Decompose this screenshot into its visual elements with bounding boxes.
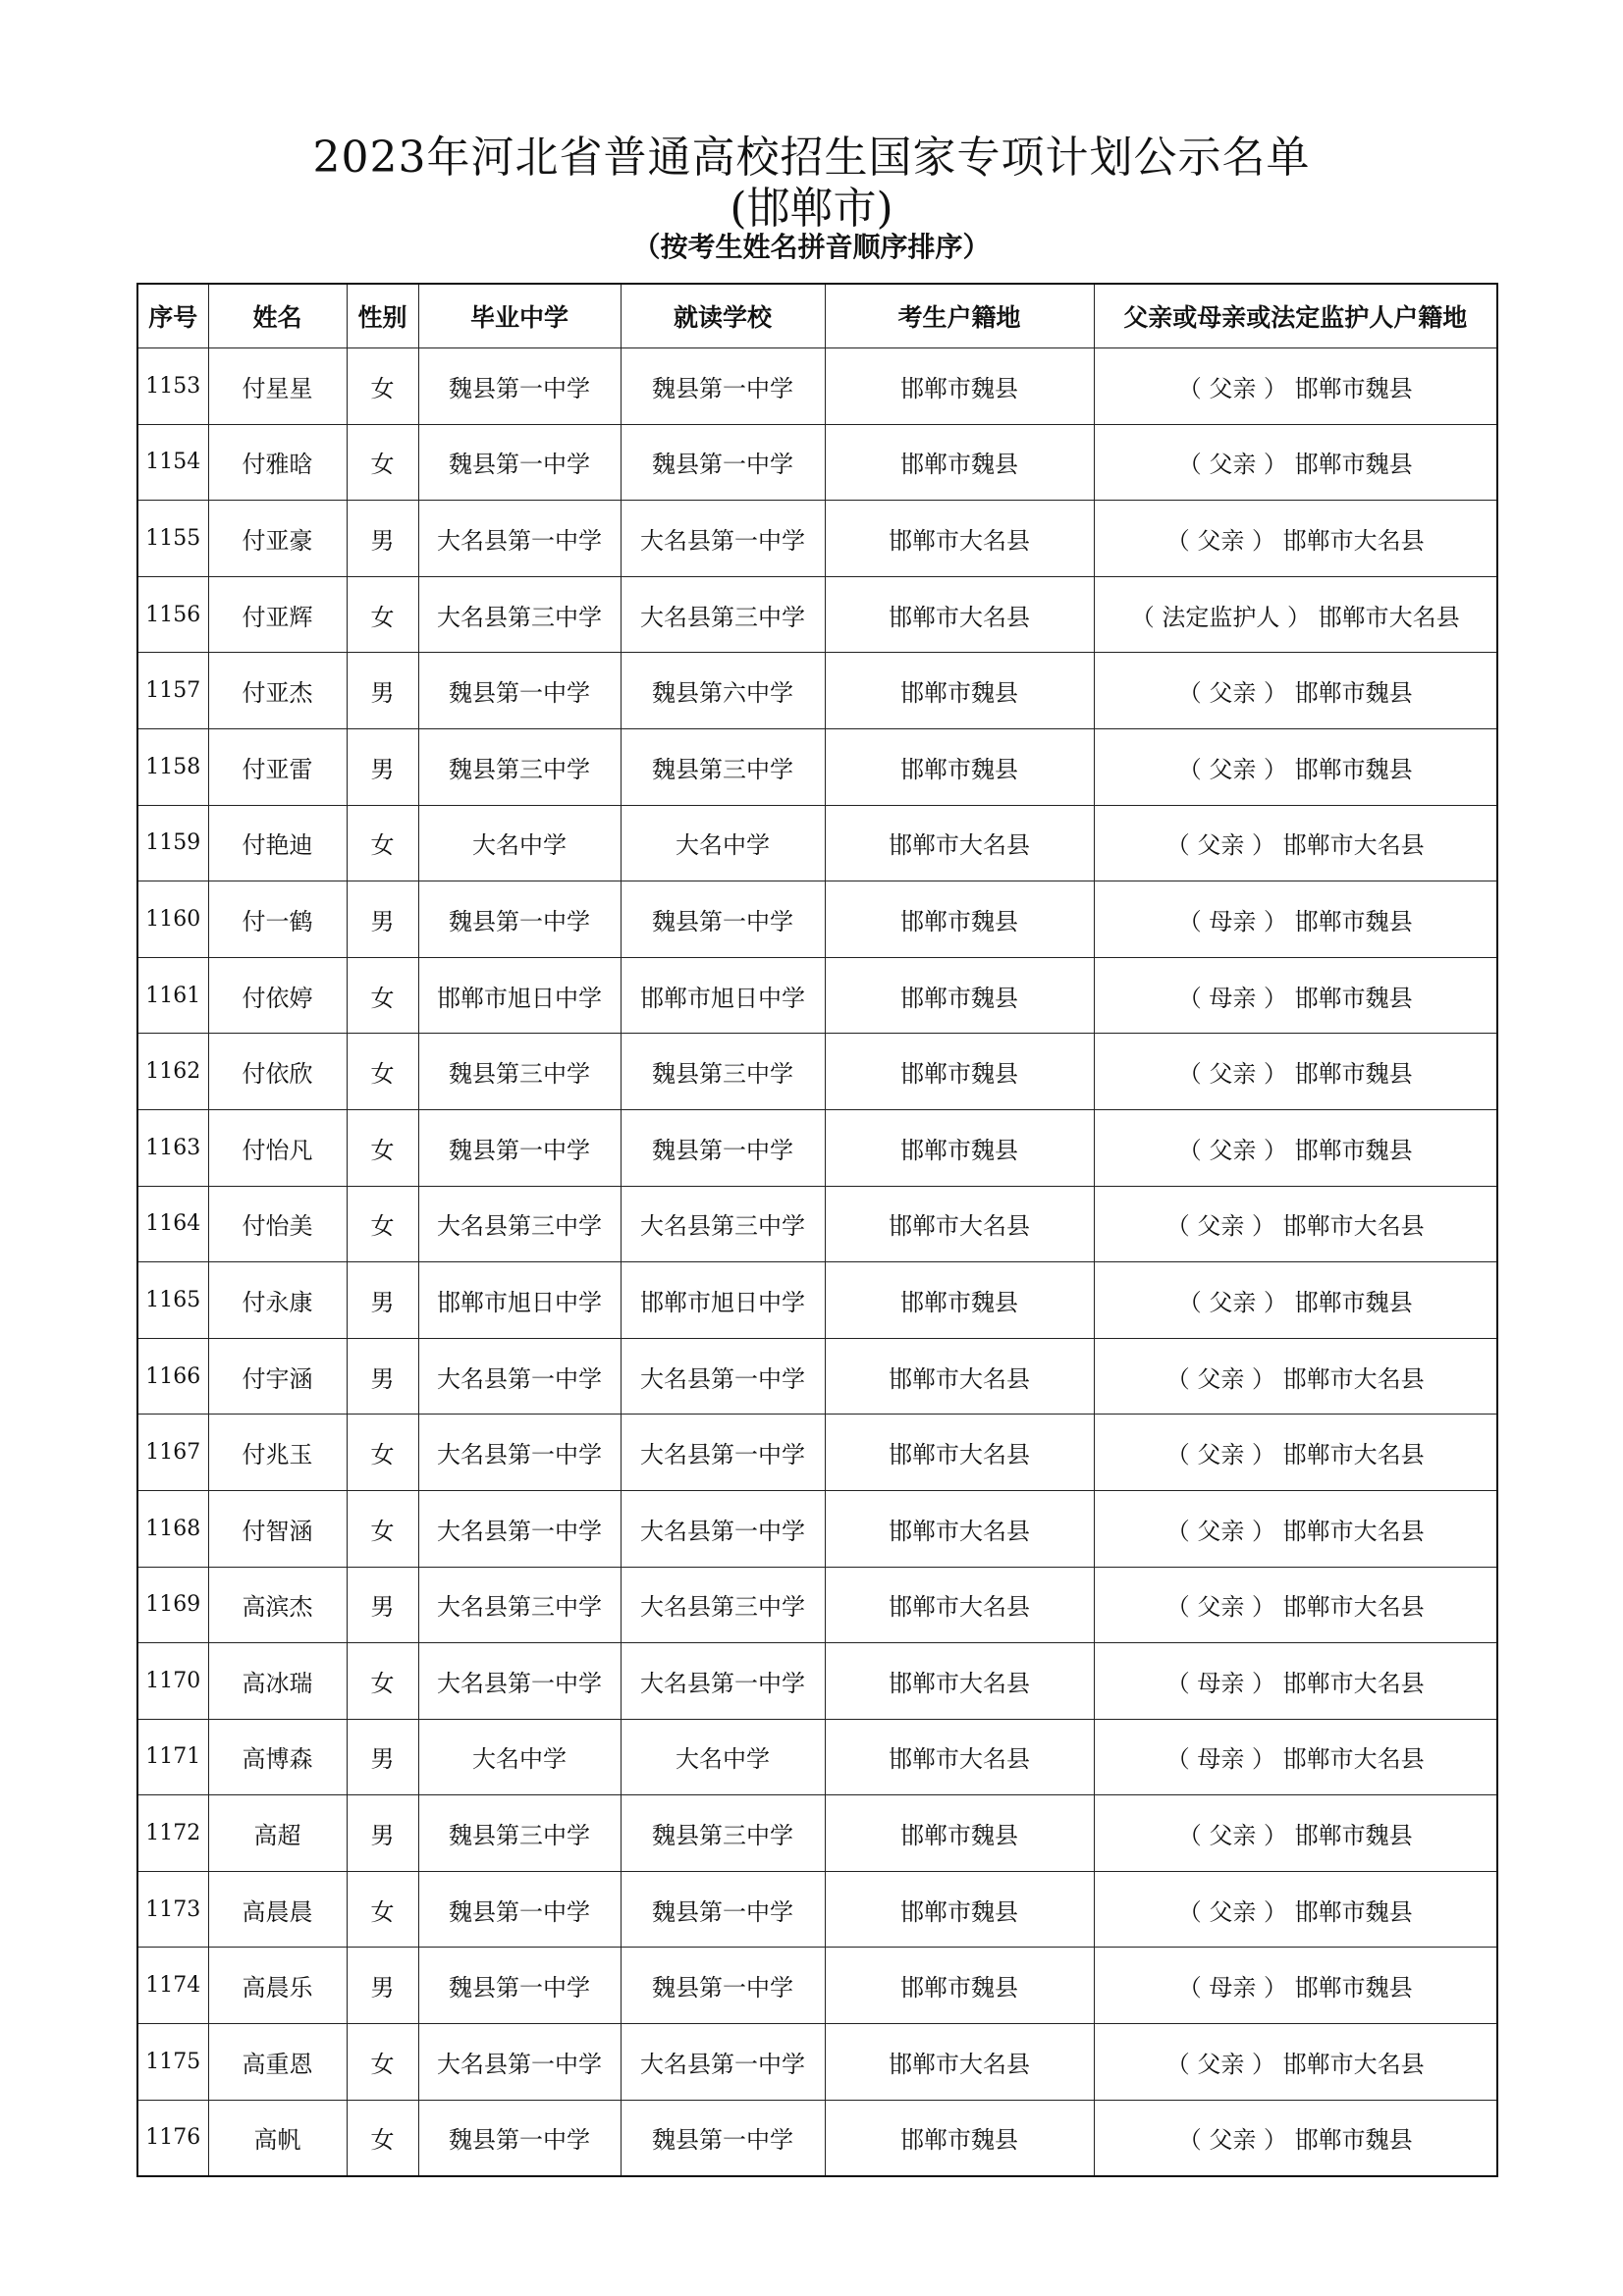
cell-gender: 男 bbox=[347, 1795, 418, 1872]
table-row bbox=[137, 805, 1497, 881]
cell-seq: 1174 bbox=[137, 1948, 208, 2024]
table-row bbox=[137, 424, 1497, 501]
cell-current-school: 邯郸市旭日中学 bbox=[621, 957, 825, 1034]
cell-current-school: 魏县第一中学 bbox=[621, 1948, 825, 2024]
cell-name: 付星星 bbox=[208, 348, 347, 425]
cell-student-hukou: 邯郸市大名县 bbox=[825, 1415, 1094, 1491]
table-row bbox=[137, 1871, 1497, 1948]
cell-student-hukou: 邯郸市魏县 bbox=[825, 1262, 1094, 1339]
table-row bbox=[137, 1490, 1497, 1567]
table-row bbox=[137, 653, 1497, 729]
cell-name: 付一鹤 bbox=[208, 881, 347, 958]
cell-gender: 女 bbox=[347, 1034, 418, 1110]
cell-guardian-hukou: （ 母亲 ） 邯郸市魏县 bbox=[1094, 1948, 1497, 2024]
cell-gender: 男 bbox=[347, 728, 418, 805]
cell-name: 付依欣 bbox=[208, 1034, 347, 1110]
cell-seq: 1162 bbox=[137, 1034, 208, 1110]
cell-seq: 1170 bbox=[137, 1643, 208, 1720]
cell-guardian-hukou: （ 父亲 ） 邯郸市魏县 bbox=[1094, 1262, 1497, 1339]
cell-seq: 1171 bbox=[137, 1719, 208, 1795]
cell-student-hukou: 邯郸市大名县 bbox=[825, 1567, 1094, 1643]
cell-graduation-school: 大名县第一中学 bbox=[418, 501, 621, 577]
cell-gender: 男 bbox=[347, 1719, 418, 1795]
cell-guardian-hukou: （ 父亲 ） 邯郸市魏县 bbox=[1094, 348, 1497, 425]
cell-gender: 男 bbox=[347, 1948, 418, 2024]
cell-gender: 女 bbox=[347, 957, 418, 1034]
cell-guardian-hukou: （ 父亲 ） 邯郸市魏县 bbox=[1094, 1795, 1497, 1872]
cell-current-school: 魏县第一中学 bbox=[621, 2100, 825, 2176]
cell-student-hukou: 邯郸市大名县 bbox=[825, 1719, 1094, 1795]
cell-student-hukou: 邯郸市大名县 bbox=[825, 1643, 1094, 1720]
sort-note: （按考生姓名拼音顺序排序） bbox=[632, 231, 991, 263]
cell-name: 付亚辉 bbox=[208, 576, 347, 653]
col-header-student-hukou: 考生户籍地 bbox=[825, 284, 1094, 348]
cell-graduation-school: 大名县第一中学 bbox=[418, 1415, 621, 1491]
cell-current-school: 魏县第一中学 bbox=[621, 1871, 825, 1948]
cell-seq: 1161 bbox=[137, 957, 208, 1034]
cell-student-hukou: 邯郸市魏县 bbox=[825, 1948, 1094, 2024]
table-row bbox=[137, 1567, 1497, 1643]
cell-name: 付怡凡 bbox=[208, 1109, 347, 1186]
cell-seq: 1175 bbox=[137, 2024, 208, 2101]
cell-name: 高超 bbox=[208, 1795, 347, 1872]
table-body bbox=[137, 348, 1497, 2177]
cell-name: 付依婷 bbox=[208, 957, 347, 1034]
cell-gender: 女 bbox=[347, 1109, 418, 1186]
cell-student-hukou: 邯郸市大名县 bbox=[825, 1490, 1094, 1567]
cell-graduation-school: 大名县第一中学 bbox=[418, 2024, 621, 2101]
cell-guardian-hukou: （ 母亲 ） 邯郸市魏县 bbox=[1094, 957, 1497, 1034]
cell-student-hukou: 邯郸市大名县 bbox=[825, 501, 1094, 577]
cell-name: 高博森 bbox=[208, 1719, 347, 1795]
cell-name: 高晨晨 bbox=[208, 1871, 347, 1948]
cell-name: 付亚豪 bbox=[208, 501, 347, 577]
cell-graduation-school: 大名县第一中学 bbox=[418, 1338, 621, 1415]
cell-graduation-school: 魏县第一中学 bbox=[418, 1109, 621, 1186]
cell-name: 付亚杰 bbox=[208, 653, 347, 729]
header-row bbox=[137, 284, 1497, 348]
table-row bbox=[137, 1109, 1497, 1186]
cell-name: 付雅晗 bbox=[208, 424, 347, 501]
cell-guardian-hukou: （ 父亲 ） 邯郸市大名县 bbox=[1094, 1490, 1497, 1567]
table-row bbox=[137, 1719, 1497, 1795]
cell-guardian-hukou: （ 父亲 ） 邯郸市大名县 bbox=[1094, 1567, 1497, 1643]
table-row bbox=[137, 2100, 1497, 2176]
cell-seq: 1160 bbox=[137, 881, 208, 958]
cell-graduation-school: 大名中学 bbox=[418, 805, 621, 881]
cell-name: 付怡美 bbox=[208, 1186, 347, 1262]
cell-current-school: 大名县第一中学 bbox=[621, 2024, 825, 2101]
cell-gender: 女 bbox=[347, 424, 418, 501]
cell-current-school: 大名县第三中学 bbox=[621, 1186, 825, 1262]
cell-current-school: 魏县第三中学 bbox=[621, 1795, 825, 1872]
cell-current-school: 大名县第一中学 bbox=[621, 1338, 825, 1415]
cell-student-hukou: 邯郸市魏县 bbox=[825, 2100, 1094, 2176]
cell-gender: 女 bbox=[347, 1643, 418, 1720]
cell-student-hukou: 邯郸市魏县 bbox=[825, 653, 1094, 729]
cell-student-hukou: 邯郸市大名县 bbox=[825, 1338, 1094, 1415]
cell-seq: 1166 bbox=[137, 1338, 208, 1415]
cell-student-hukou: 邯郸市魏县 bbox=[825, 348, 1094, 425]
cell-guardian-hukou: （ 父亲 ） 邯郸市大名县 bbox=[1094, 805, 1497, 881]
cell-guardian-hukou: （ 父亲 ） 邯郸市大名县 bbox=[1094, 501, 1497, 577]
cell-guardian-hukou: （ 父亲 ） 邯郸市魏县 bbox=[1094, 1109, 1497, 1186]
cell-name: 付宇涵 bbox=[208, 1338, 347, 1415]
cell-guardian-hukou: （ 母亲 ） 邯郸市大名县 bbox=[1094, 1643, 1497, 1720]
col-header-graduation-school: 毕业中学 bbox=[418, 284, 621, 348]
cell-graduation-school: 大名县第三中学 bbox=[418, 1186, 621, 1262]
cell-current-school: 大名中学 bbox=[621, 805, 825, 881]
table-row bbox=[137, 1415, 1497, 1491]
cell-gender: 女 bbox=[347, 2024, 418, 2101]
cell-graduation-school: 魏县第三中学 bbox=[418, 728, 621, 805]
table-row bbox=[137, 1186, 1497, 1262]
cell-graduation-school: 魏县第一中学 bbox=[418, 424, 621, 501]
cell-gender: 男 bbox=[347, 1262, 418, 1339]
cell-student-hukou: 邯郸市魏县 bbox=[825, 1871, 1094, 1948]
cell-guardian-hukou: （ 父亲 ） 邯郸市魏县 bbox=[1094, 728, 1497, 805]
cell-guardian-hukou: （ 母亲 ） 邯郸市魏县 bbox=[1094, 881, 1497, 958]
cell-gender: 女 bbox=[347, 1871, 418, 1948]
cell-graduation-school: 大名县第三中学 bbox=[418, 1567, 621, 1643]
cell-graduation-school: 魏县第一中学 bbox=[418, 881, 621, 958]
cell-name: 高滨杰 bbox=[208, 1567, 347, 1643]
cell-gender: 女 bbox=[347, 1186, 418, 1262]
cell-seq: 1169 bbox=[137, 1567, 208, 1643]
col-header-seq: 序号 bbox=[137, 284, 208, 348]
col-header-current-school: 就读学校 bbox=[621, 284, 825, 348]
cell-graduation-school: 大名县第三中学 bbox=[418, 576, 621, 653]
cell-seq: 1153 bbox=[137, 348, 208, 425]
cell-graduation-school: 大名县第一中学 bbox=[418, 1643, 621, 1720]
cell-student-hukou: 邯郸市魏县 bbox=[825, 881, 1094, 958]
cell-guardian-hukou: （ 法定监护人 ） 邯郸市大名县 bbox=[1094, 576, 1497, 653]
cell-student-hukou: 邯郸市魏县 bbox=[825, 1034, 1094, 1110]
cell-seq: 1159 bbox=[137, 805, 208, 881]
cell-graduation-school: 大名县第一中学 bbox=[418, 1490, 621, 1567]
cell-guardian-hukou: （ 父亲 ） 邯郸市魏县 bbox=[1094, 653, 1497, 729]
cell-graduation-school: 魏县第一中学 bbox=[418, 1948, 621, 2024]
table-row bbox=[137, 957, 1497, 1034]
admission-list-table bbox=[136, 283, 1498, 2177]
cell-student-hukou: 邯郸市大名县 bbox=[825, 2024, 1094, 2101]
cell-student-hukou: 邯郸市魏县 bbox=[825, 1795, 1094, 1872]
cell-gender: 男 bbox=[347, 653, 418, 729]
cell-gender: 男 bbox=[347, 881, 418, 958]
cell-guardian-hukou: （ 父亲 ） 邯郸市魏县 bbox=[1094, 1871, 1497, 1948]
cell-student-hukou: 邯郸市大名县 bbox=[825, 576, 1094, 653]
cell-graduation-school: 魏县第一中学 bbox=[418, 2100, 621, 2176]
table-row bbox=[137, 1262, 1497, 1339]
cell-current-school: 魏县第三中学 bbox=[621, 1034, 825, 1110]
cell-name: 付智涵 bbox=[208, 1490, 347, 1567]
region-subtitle: (邯郸市) bbox=[730, 184, 893, 234]
cell-graduation-school: 魏县第三中学 bbox=[418, 1034, 621, 1110]
cell-current-school: 魏县第三中学 bbox=[621, 728, 825, 805]
table-row bbox=[137, 1795, 1497, 1872]
cell-seq: 1163 bbox=[137, 1109, 208, 1186]
cell-name: 付艳迪 bbox=[208, 805, 347, 881]
cell-gender: 女 bbox=[347, 2100, 418, 2176]
cell-seq: 1158 bbox=[137, 728, 208, 805]
table-row bbox=[137, 1034, 1497, 1110]
cell-guardian-hukou: （ 父亲 ） 邯郸市魏县 bbox=[1094, 2100, 1497, 2176]
table-row bbox=[137, 2024, 1497, 2101]
cell-seq: 1157 bbox=[137, 653, 208, 729]
cell-graduation-school: 魏县第一中学 bbox=[418, 653, 621, 729]
table-row bbox=[137, 881, 1497, 958]
cell-graduation-school: 大名中学 bbox=[418, 1719, 621, 1795]
cell-current-school: 大名县第三中学 bbox=[621, 576, 825, 653]
cell-gender: 女 bbox=[347, 1490, 418, 1567]
cell-graduation-school: 魏县第一中学 bbox=[418, 348, 621, 425]
cell-guardian-hukou: （ 父亲 ） 邯郸市大名县 bbox=[1094, 1415, 1497, 1491]
cell-gender: 女 bbox=[347, 348, 418, 425]
cell-seq: 1165 bbox=[137, 1262, 208, 1339]
cell-current-school: 大名县第三中学 bbox=[621, 1567, 825, 1643]
table-row bbox=[137, 501, 1497, 577]
col-header-guardian-hukou: 父亲或母亲或法定监护人户籍地 bbox=[1094, 284, 1497, 348]
cell-student-hukou: 邯郸市魏县 bbox=[825, 728, 1094, 805]
cell-student-hukou: 邯郸市魏县 bbox=[825, 957, 1094, 1034]
cell-student-hukou: 邯郸市魏县 bbox=[825, 424, 1094, 501]
table-row bbox=[137, 1643, 1497, 1720]
cell-current-school: 魏县第一中学 bbox=[621, 881, 825, 958]
col-header-gender: 性别 bbox=[347, 284, 418, 348]
cell-current-school: 大名中学 bbox=[621, 1719, 825, 1795]
cell-name: 付亚雷 bbox=[208, 728, 347, 805]
table-row bbox=[137, 728, 1497, 805]
page-title: 2023年河北省普通高校招生国家专项计划公示名单 bbox=[312, 133, 1311, 183]
cell-name: 高重恩 bbox=[208, 2024, 347, 2101]
cell-current-school: 邯郸市旭日中学 bbox=[621, 1262, 825, 1339]
cell-seq: 1155 bbox=[137, 501, 208, 577]
cell-student-hukou: 邯郸市大名县 bbox=[825, 805, 1094, 881]
cell-seq: 1164 bbox=[137, 1186, 208, 1262]
table-row bbox=[137, 1948, 1497, 2024]
col-header-name: 姓名 bbox=[208, 284, 347, 348]
cell-current-school: 大名县第一中学 bbox=[621, 501, 825, 577]
cell-name: 付兆玉 bbox=[208, 1415, 347, 1491]
cell-current-school: 大名县第一中学 bbox=[621, 1643, 825, 1720]
cell-seq: 1176 bbox=[137, 2100, 208, 2176]
cell-guardian-hukou: （ 父亲 ） 邯郸市魏县 bbox=[1094, 424, 1497, 501]
cell-current-school: 魏县第一中学 bbox=[621, 424, 825, 501]
cell-name: 高冰瑞 bbox=[208, 1643, 347, 1720]
cell-seq: 1156 bbox=[137, 576, 208, 653]
cell-guardian-hukou: （ 父亲 ） 邯郸市大名县 bbox=[1094, 1338, 1497, 1415]
cell-gender: 男 bbox=[347, 1567, 418, 1643]
cell-current-school: 魏县第一中学 bbox=[621, 1109, 825, 1186]
table-row bbox=[137, 348, 1497, 425]
cell-gender: 女 bbox=[347, 576, 418, 653]
cell-gender: 女 bbox=[347, 805, 418, 881]
cell-graduation-school: 魏县第一中学 bbox=[418, 1871, 621, 1948]
cell-name: 高晨乐 bbox=[208, 1948, 347, 2024]
cell-seq: 1173 bbox=[137, 1871, 208, 1948]
cell-name: 付永康 bbox=[208, 1262, 347, 1339]
cell-current-school: 魏县第六中学 bbox=[621, 653, 825, 729]
table-row bbox=[137, 576, 1497, 653]
cell-guardian-hukou: （ 母亲 ） 邯郸市大名县 bbox=[1094, 1719, 1497, 1795]
table-header bbox=[137, 284, 1497, 348]
cell-gender: 女 bbox=[347, 1415, 418, 1491]
cell-guardian-hukou: （ 父亲 ） 邯郸市大名县 bbox=[1094, 1186, 1497, 1262]
cell-current-school: 大名县第一中学 bbox=[621, 1490, 825, 1567]
cell-graduation-school: 魏县第三中学 bbox=[418, 1795, 621, 1872]
cell-current-school: 大名县第一中学 bbox=[621, 1415, 825, 1491]
cell-seq: 1172 bbox=[137, 1795, 208, 1872]
cell-seq: 1168 bbox=[137, 1490, 208, 1567]
cell-current-school: 魏县第一中学 bbox=[621, 348, 825, 425]
cell-gender: 男 bbox=[347, 1338, 418, 1415]
cell-graduation-school: 邯郸市旭日中学 bbox=[418, 1262, 621, 1339]
cell-seq: 1167 bbox=[137, 1415, 208, 1491]
cell-student-hukou: 邯郸市大名县 bbox=[825, 1186, 1094, 1262]
table-row bbox=[137, 1338, 1497, 1415]
cell-name: 高帆 bbox=[208, 2100, 347, 2176]
cell-guardian-hukou: （ 父亲 ） 邯郸市大名县 bbox=[1094, 2024, 1497, 2101]
cell-seq: 1154 bbox=[137, 424, 208, 501]
cell-gender: 男 bbox=[347, 501, 418, 577]
cell-guardian-hukou: （ 父亲 ） 邯郸市魏县 bbox=[1094, 1034, 1497, 1110]
cell-graduation-school: 邯郸市旭日中学 bbox=[418, 957, 621, 1034]
cell-student-hukou: 邯郸市魏县 bbox=[825, 1109, 1094, 1186]
